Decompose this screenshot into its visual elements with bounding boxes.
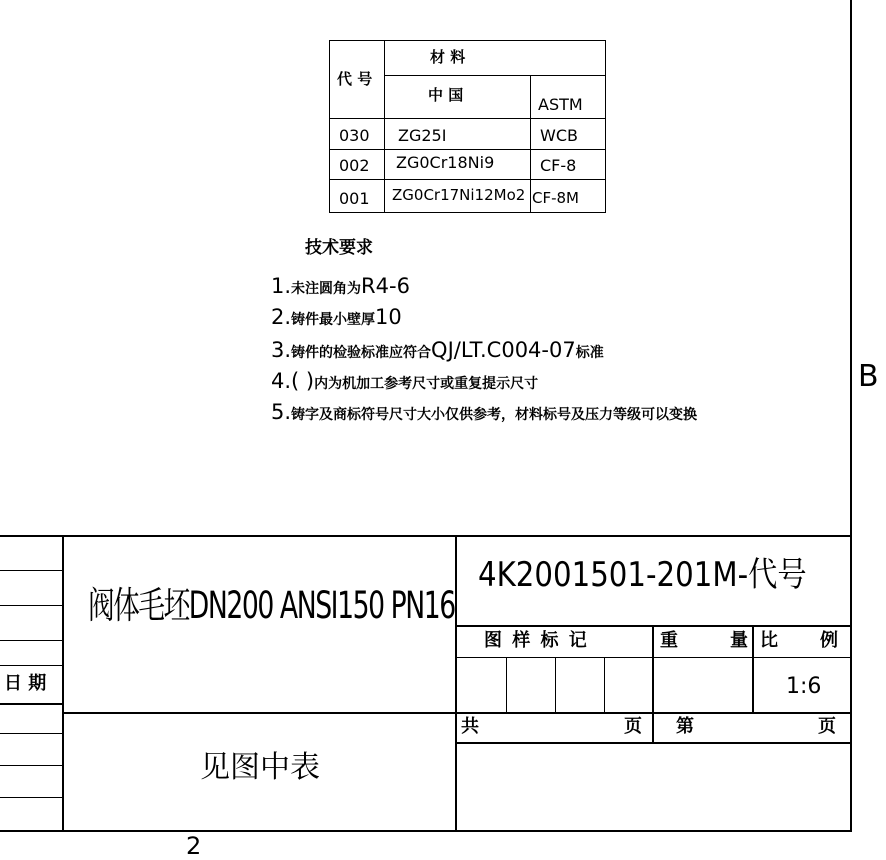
req-num: 2. bbox=[271, 305, 292, 329]
req-text: 铸件最小壁厚 bbox=[291, 312, 376, 328]
table-border-top bbox=[329, 40, 606, 41]
title-line bbox=[652, 625, 654, 742]
table-line bbox=[530, 75, 531, 212]
req-value: R4-6 bbox=[361, 274, 410, 298]
title-line bbox=[752, 625, 754, 712]
drawing-number: 4K2001501-201M-代号 bbox=[478, 555, 807, 595]
header-material: 材 料 bbox=[430, 48, 466, 66]
tech-requirements-title: 技术要求 bbox=[305, 238, 373, 258]
table-line bbox=[329, 118, 606, 119]
requirement-item bbox=[271, 402, 697, 423]
title-line bbox=[0, 665, 62, 666]
req-num: 4.( ) bbox=[271, 369, 315, 393]
row-china: ZG0Cr17Ni12Mo2 bbox=[392, 186, 526, 204]
header-astm: ASTM bbox=[538, 95, 583, 114]
row-china: ZG0Cr18Ni9 bbox=[396, 153, 495, 172]
material-note: 见图中表 bbox=[200, 750, 320, 785]
frame-bottom bbox=[0, 830, 851, 832]
req-text: 内为机加工参考尺寸或重复提示尺寸 bbox=[314, 376, 539, 392]
sheet-index: 2 bbox=[186, 832, 202, 860]
requirement-item bbox=[271, 340, 604, 361]
label-total: 共 bbox=[461, 716, 479, 737]
row-astm: WCB bbox=[540, 126, 578, 145]
title-block-top bbox=[0, 535, 851, 537]
title-line bbox=[0, 765, 62, 766]
requirement-item bbox=[271, 371, 538, 392]
label-page: 页 bbox=[818, 716, 836, 737]
frame-inner-right bbox=[850, 0, 852, 832]
table-border-right bbox=[605, 40, 606, 212]
table-line bbox=[384, 75, 605, 76]
header-code: 代 号 bbox=[337, 70, 373, 88]
req-text: 铸字及商标符号尺寸大小仅供参考，材料标号及压力等级可以变换 bbox=[291, 407, 698, 423]
label-scale: 例 bbox=[820, 630, 838, 651]
title-line bbox=[604, 657, 605, 712]
title-line bbox=[0, 640, 62, 641]
table-border-bottom bbox=[329, 212, 606, 213]
label-weight: 量 bbox=[730, 630, 748, 651]
scale-value: 1:6 bbox=[786, 674, 822, 699]
req-text: 未注圆角为 bbox=[291, 281, 362, 297]
title-line bbox=[62, 535, 64, 831]
label-date: 日 期 bbox=[4, 673, 47, 694]
row-astm: CF-8M bbox=[532, 189, 579, 207]
label-sheet: 第 bbox=[676, 716, 694, 737]
title-line bbox=[0, 605, 62, 606]
req-value: 10 bbox=[375, 305, 402, 329]
req-value: QJ/LT.C004-07 bbox=[431, 338, 576, 362]
table-line bbox=[329, 179, 606, 180]
req-text: 铸件的检验标准应符合 bbox=[291, 345, 432, 361]
title-line bbox=[455, 742, 851, 744]
zone-marker: B bbox=[858, 359, 879, 394]
row-astm: CF-8 bbox=[540, 156, 577, 175]
table-border-left bbox=[329, 40, 330, 212]
req-num: 3. bbox=[271, 338, 292, 362]
title-line bbox=[0, 797, 62, 798]
label-scale: 比 bbox=[760, 630, 778, 651]
req-num: 1. bbox=[271, 274, 292, 298]
title-line bbox=[0, 570, 62, 571]
title-line bbox=[506, 657, 507, 712]
title-line bbox=[455, 535, 457, 831]
title-line bbox=[62, 712, 851, 714]
req-num: 5. bbox=[271, 400, 292, 424]
title-line bbox=[0, 733, 62, 734]
row-code: 001 bbox=[339, 189, 370, 208]
label-page: 页 bbox=[624, 716, 642, 737]
header-china: 中 国 bbox=[428, 86, 464, 104]
title-line bbox=[555, 657, 556, 712]
table-line bbox=[384, 40, 385, 212]
table-line bbox=[329, 149, 606, 150]
row-code: 002 bbox=[339, 156, 370, 175]
title-line bbox=[0, 703, 62, 705]
label-weight: 重 bbox=[660, 630, 678, 651]
row-china: ZG25I bbox=[398, 126, 447, 145]
part-name: 阀体毛坯DN200 ANSI150 PN16 bbox=[88, 584, 455, 627]
req-text-suffix: 标准 bbox=[575, 345, 604, 361]
requirement-item bbox=[271, 307, 402, 328]
label-pattern-mark: 图 样 标 记 bbox=[484, 630, 589, 651]
requirement-item bbox=[271, 276, 410, 297]
row-code: 030 bbox=[339, 126, 370, 145]
